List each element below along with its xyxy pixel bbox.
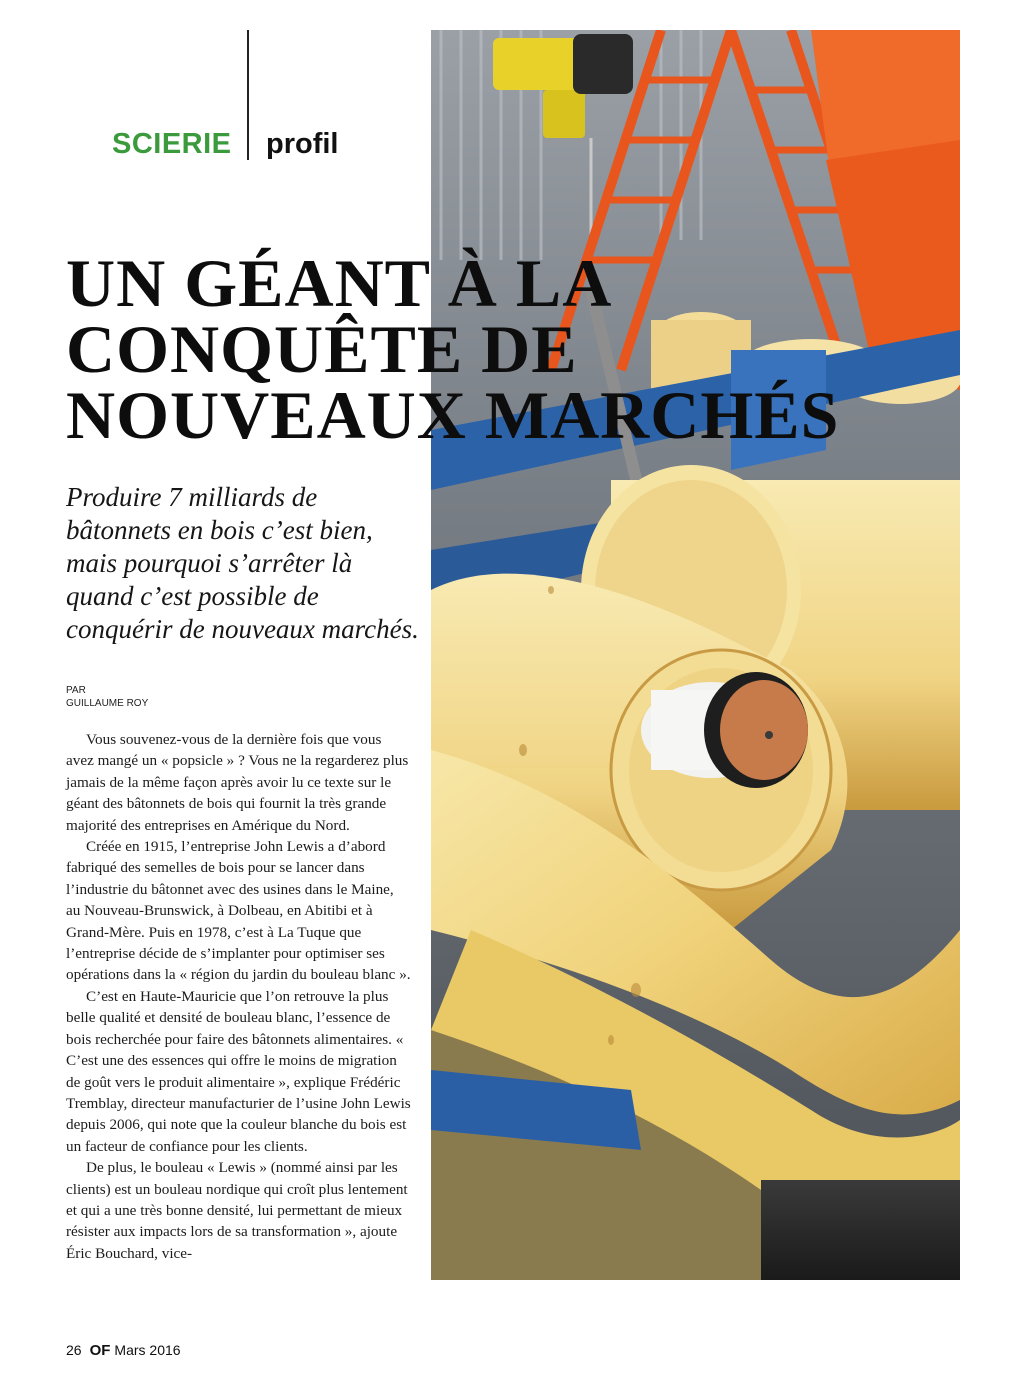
- article-photo: [431, 30, 960, 1280]
- headline-line: UN GÉANT À LA: [66, 245, 613, 321]
- page-footer: [66, 1342, 181, 1359]
- body-paragraph: De plus, le bouleau « Lewis » (nommé ainsi par les clients) est un bouleau nordique qui croît plus lentement et qui a une très bonne densité, lui permettant de mieux résister aux impacts lors de sa transformation », ajoute Éric Bouchard, vice-: [66, 1159, 408, 1262]
- issue-date: Mars 2016: [114, 1342, 181, 1358]
- byline-prefix: PAR: [66, 685, 86, 696]
- headline-line: CONQUÊTE DE: [66, 311, 578, 387]
- body-paragraph: Créée en 1915, l’entreprise John Lewis a d’abord fabriqué des semelles de bois pour se lancer dans l’industrie du bâtonnet avec des usines dans le Maine, au Nouveau-Brunswick, à Dolbeau, en Abitibi et à Grand-Mère. Puis en 1978, c’est à La Tuque que l’entreprise décide de s’implanter pour optimiser ses opérations dans la « région du jardin du bouleau blanc ».: [66, 838, 411, 984]
- article-dek: Produire 7 milliards de bâtonnets en bois c’est bien, mais pourquoi s’arrêter là quand c’est possible de conquérir de nouveaux marchés.: [66, 482, 419, 644]
- body-paragraph: C’est en Haute-Mauricie que l’on retrouve la plus belle qualité et densité de bouleau blanc, l’essence de bois recherchée pour faire des bâtonnets alimentaires. « C’est une des essences qui offre le moins de migration de goût vers le produit alimentaire », explique Frédéric Tremblay, directeur manufacturier de l’usine John Lewis depuis 2006, qui note que la couleur blanche du bois est un facteur de confiance pour les clients.: [66, 987, 411, 1155]
- byline: [66, 684, 148, 710]
- subsection-label: profil: [266, 128, 339, 160]
- headline-line: NOUVEAUX MARCHÉS: [66, 377, 840, 453]
- page-number: 26: [66, 1342, 82, 1358]
- body-paragraph: Vous souvenez-vous de la dernière fois que vous avez mangé un « popsicle » ? Vous ne la regarderez plus jamais de la même façon après avoir lu ce texte sur le géant des bâtonnets de bois qui fournit la très grande majorité des entreprises en Amérique du Nord.: [66, 731, 409, 834]
- headline: [66, 245, 946, 453]
- section-label: SCIERIE: [112, 128, 232, 160]
- header-divider: [247, 30, 249, 160]
- article-body: [66, 729, 411, 1264]
- byline-author: GUILLAUME ROY: [66, 698, 149, 709]
- magazine-logo: OF: [89, 1342, 111, 1359]
